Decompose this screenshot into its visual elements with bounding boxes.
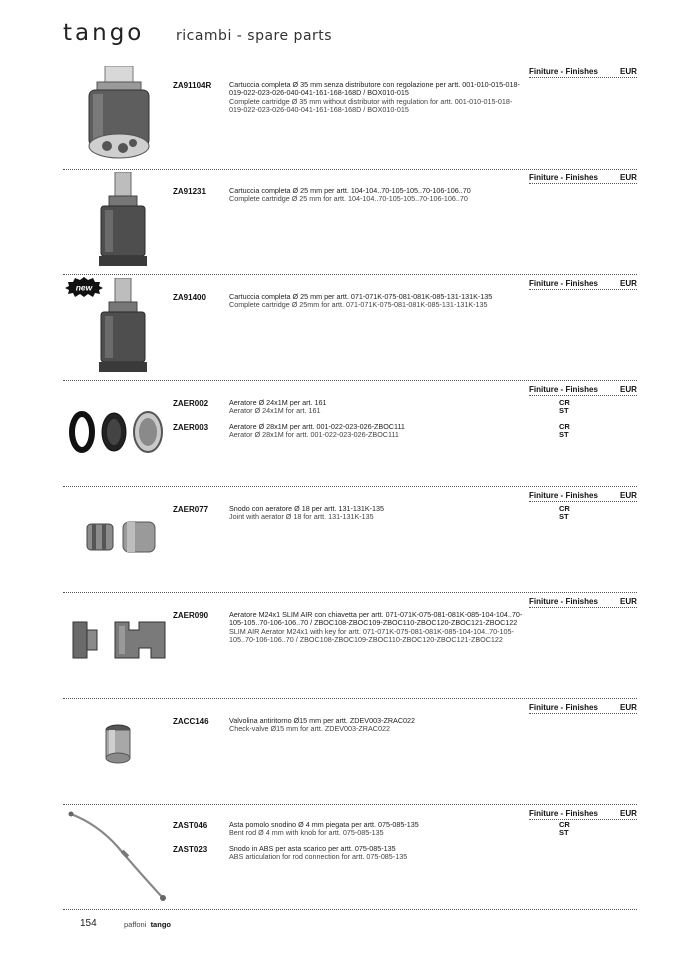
description-italian: Cartuccia completa Ø 25 mm per artt. 104-104..70-105-105..70-106-106..70 xyxy=(229,186,471,195)
finish-code: ST xyxy=(559,511,569,521)
finishes-column-header: Finiture - Finishes xyxy=(529,173,598,182)
column-header-divider xyxy=(529,183,637,184)
product-code: ZA91231 xyxy=(173,187,206,196)
product-code: ZAER002 xyxy=(173,399,209,408)
section-divider xyxy=(63,592,637,593)
finishes-list xyxy=(559,505,570,520)
footer-brand xyxy=(124,920,171,929)
section-divider xyxy=(63,486,637,487)
currency-column-header: EUR xyxy=(620,491,637,500)
section-divider xyxy=(63,909,637,910)
product-section xyxy=(63,170,637,276)
product-section xyxy=(63,700,637,806)
description-english: Joint with aerator Ø 18 for artt. 131-131K-135 xyxy=(229,512,374,522)
finishes-column-header: Finiture - Finishes xyxy=(529,703,598,712)
description-english: SLIM AIR Aerator M24x1 with key for artt. 071-071K-075-081-081K-085-104-104..70-105-105..70-106-106..70 / ZBOC108-ZBOC109-ZBOC110-ZBOC120-ZBOC121-ZBOC122 xyxy=(229,626,514,645)
product-section xyxy=(63,382,637,488)
description-italian: Snodo con aeratore Ø 18 per artt. 131-131K-135 xyxy=(229,504,385,513)
catalog-subtitle: ricambi - spare parts xyxy=(176,28,333,44)
finish-code: CR xyxy=(559,820,570,829)
currency-column-header: EUR xyxy=(620,385,637,394)
product-code: ZA91400 xyxy=(173,293,206,302)
product-description xyxy=(229,399,525,416)
description-english: Check-valve Ø15 mm for artt. ZDEV003-ZRAC022 xyxy=(229,724,390,734)
slim-air-aerator-image xyxy=(69,618,169,662)
finish-code: ST xyxy=(559,827,569,837)
product-description xyxy=(229,505,525,522)
section-divider xyxy=(63,698,637,699)
joint-aerator-image xyxy=(85,520,159,554)
finishes-column-header: Finiture - Finishes xyxy=(529,385,598,394)
finish-code: CR xyxy=(559,422,570,431)
product-code: ZAER090 xyxy=(173,611,209,620)
product-description xyxy=(229,821,525,838)
description-italian: Snodo in ABS per asta scarico per artt. 075-085-135 xyxy=(229,844,396,853)
currency-column-header: EUR xyxy=(620,809,637,818)
description-italian: Asta pomolo snodino Ø 4 mm piegata per artt. 075-085-135 xyxy=(229,820,419,829)
product-description xyxy=(229,611,525,645)
product-section xyxy=(63,488,637,594)
finishes-column-header: Finiture - Finishes xyxy=(529,67,598,76)
finishes-column-header: Finiture - Finishes xyxy=(529,809,598,818)
finishes-column-header: Finiture - Finishes xyxy=(529,279,598,288)
currency-column-header: EUR xyxy=(620,67,637,76)
description-english: Complete cartridge Ø 25 mm for artt. 104-104..70-105-105..70-106-106..70 xyxy=(229,194,468,204)
column-header-divider xyxy=(529,77,637,78)
description-italian: Cartuccia completa Ø 25 mm per artt. 071-071K-075-081-081K-085-131-131K-135 xyxy=(229,292,493,301)
product-code: ZAER003 xyxy=(173,423,209,432)
column-header-divider xyxy=(529,395,637,396)
finish-code: CR xyxy=(559,398,570,407)
bent-rod-image xyxy=(67,810,167,902)
finishes-list xyxy=(559,821,570,836)
description-italian: Aeratore M24x1 SLIM AIR con chiavetta per artt. 071-071K-075-081-081K-085-104-104..70-105-105..70-106-106..70 / ZBOC108-ZBOC109-ZBOC110-ZBOC120-ZBOC121-ZBOC122 xyxy=(229,610,523,628)
footer-brand-prefix: paffoni xyxy=(124,920,147,929)
product-section xyxy=(63,594,637,700)
finish-code: CR xyxy=(559,504,570,513)
cartridge-25mm-image xyxy=(93,172,153,268)
check-valve-image xyxy=(103,724,133,764)
product-code: ZAST046 xyxy=(173,821,208,830)
aerator-parts-image xyxy=(68,410,168,454)
product-code: ZACC146 xyxy=(173,717,209,726)
catalog-brand-title: tango xyxy=(63,20,145,46)
section-divider xyxy=(63,274,637,275)
description-italian: Cartuccia completa Ø 35 mm senza distributore con regolazione per artt. 001-010-015-018-019-022-023-026-040-041-161-168-168D / BOX010-015 xyxy=(229,80,520,98)
svg-text:new: new xyxy=(75,282,93,293)
finish-code: ST xyxy=(559,429,569,439)
page-number: 154 xyxy=(80,918,97,929)
cartridge-35mm-image xyxy=(83,66,155,162)
product-code: ZAER077 xyxy=(173,505,209,514)
section-divider xyxy=(63,804,637,805)
description-italian: Valvolina antiritorno Ø15 mm per artt. ZDEV003-ZRAC022 xyxy=(229,716,416,725)
description-english: ABS articulation for rod connection for artt. 075-085-135 xyxy=(229,852,408,862)
finishes-list xyxy=(559,399,570,414)
description-english: Bent rod Ø 4 mm with knob for artt. 075-085-135 xyxy=(229,828,384,838)
description-italian: Aeratore Ø 24x1M per art. 161 xyxy=(229,398,327,407)
column-header-divider xyxy=(529,607,637,608)
product-description xyxy=(229,845,525,862)
finishes-column-header: Finiture - Finishes xyxy=(529,597,598,606)
description-italian: Aeratore Ø 28x1M per artt. 001-022-023-026-ZBOC111 xyxy=(229,422,405,431)
column-header-divider xyxy=(529,713,637,714)
footer-brand-name: tango xyxy=(150,920,171,929)
description-english: Aerator Ø 24x1M for art. 161 xyxy=(229,406,321,416)
product-section xyxy=(63,806,637,910)
column-header-divider xyxy=(529,289,637,290)
currency-column-header: EUR xyxy=(620,279,637,288)
product-description xyxy=(229,423,525,440)
product-section xyxy=(63,276,637,382)
section-divider xyxy=(63,380,637,381)
description-english: Complete cartridge Ø 25mm for artt. 071-071K-075-081-081K-085-131-131K-135 xyxy=(229,300,488,310)
description-english: Complete cartridge Ø 35 mm without distributor with regulation for artt. 001-010-015-018-019-022-023-026-040-041-161-168-168D / BOX010-015 xyxy=(229,96,513,115)
product-section xyxy=(63,62,637,170)
product-code: ZAST023 xyxy=(173,845,208,854)
product-description xyxy=(229,293,525,310)
finishes-list xyxy=(559,423,570,438)
product-code: ZA91104R xyxy=(173,81,212,90)
column-header-divider xyxy=(529,501,637,502)
currency-column-header: EUR xyxy=(620,597,637,606)
product-description xyxy=(229,717,525,734)
currency-column-header: EUR xyxy=(620,703,637,712)
currency-column-header: EUR xyxy=(620,173,637,182)
finish-code: ST xyxy=(559,405,569,415)
column-header-divider xyxy=(529,819,637,820)
description-english: Aerator Ø 28x1M for artt. 001-022-023-026-ZBOC111 xyxy=(229,430,399,440)
cartridge-25mm-image xyxy=(93,278,153,374)
product-description xyxy=(229,187,525,204)
product-description xyxy=(229,81,525,115)
finishes-column-header: Finiture - Finishes xyxy=(529,491,598,500)
